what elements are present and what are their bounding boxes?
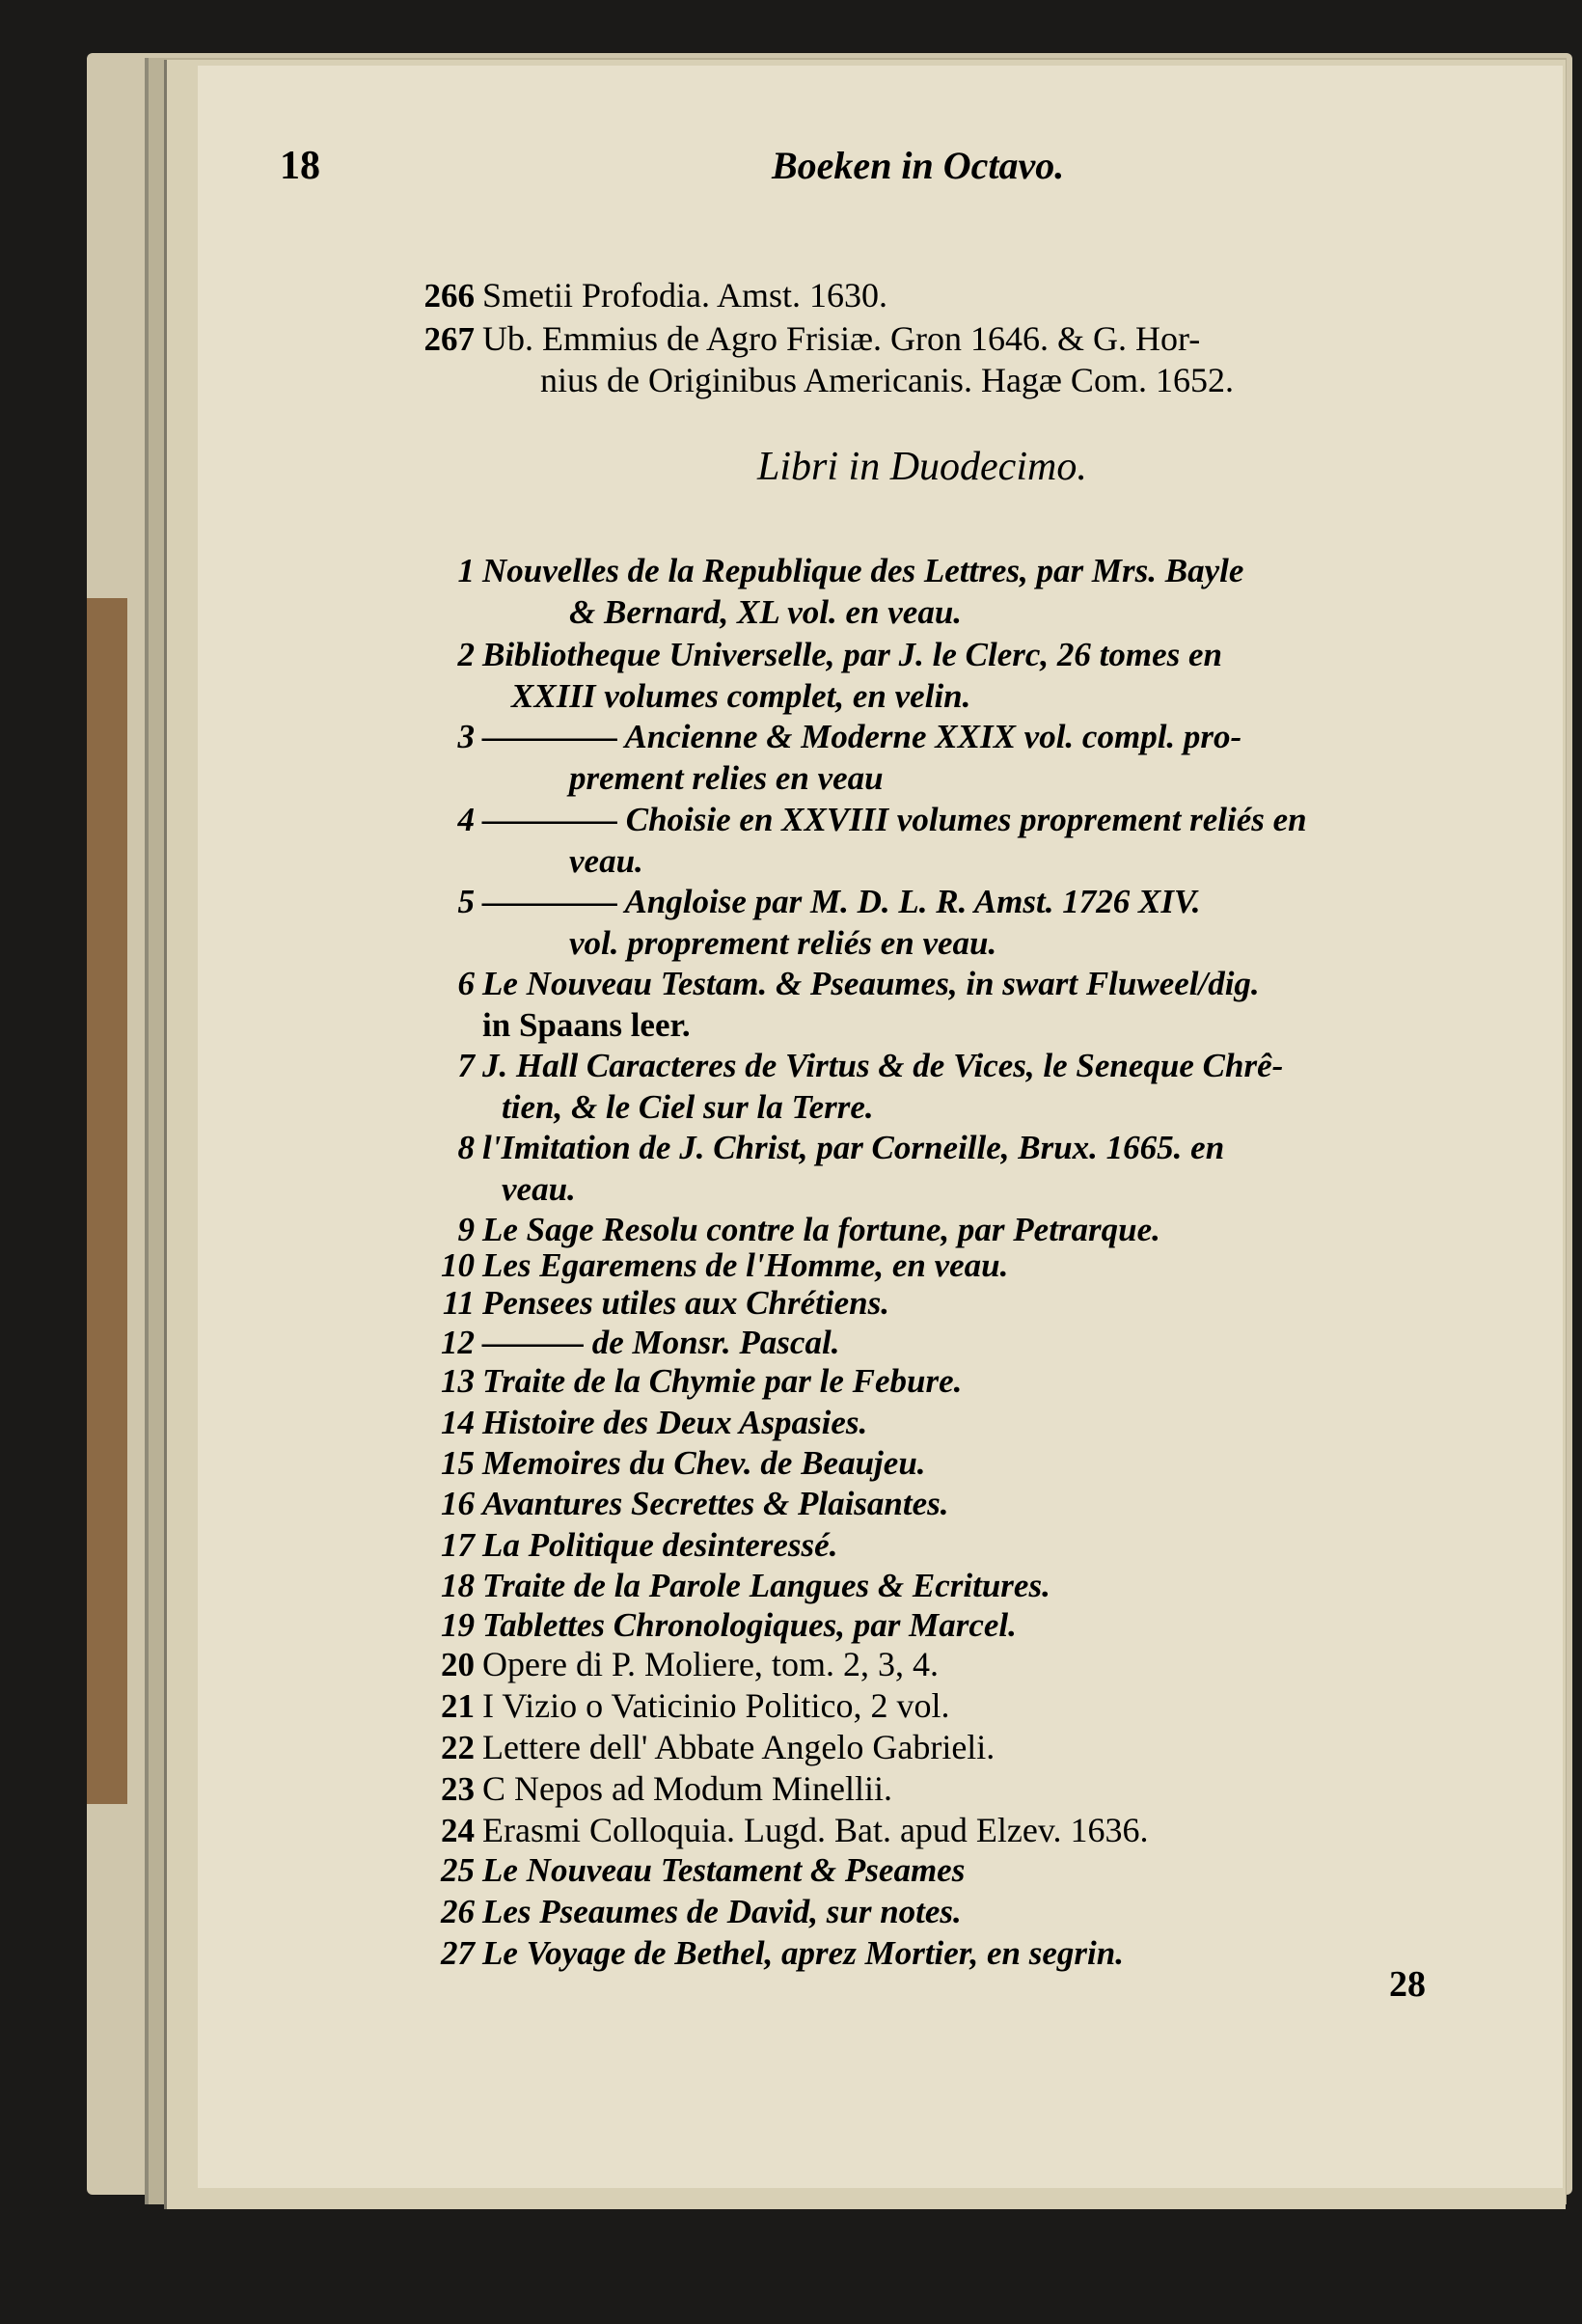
entry-text: ——— de Monsr. Pascal. (482, 1324, 840, 1361)
entry-number: 24 (441, 1812, 475, 1849)
entry-text: Erasmi Colloquia. Lugd. Bat. apud Elzev. 1636. (482, 1811, 1149, 1849)
list-item (423, 275, 1447, 316)
entry-number: 23 (441, 1770, 475, 1808)
entry-text: Pensees utiles aux Chrétiens. (482, 1284, 889, 1322)
entry-text: Ub. Emmius de Agro Frisiæ. Gron 1646. & G. Hor- (482, 319, 1201, 358)
entry-text: La Politique desinteressé. (482, 1526, 838, 1564)
entry-continuation: vol. proprement reliés en veau. (569, 924, 997, 962)
list-item (441, 1685, 1447, 1727)
page-number: 18 (280, 144, 320, 188)
entry-number: 2 (457, 636, 475, 673)
entry-text: l'Imitation de J. Christ, par Corneille, Brux. 1665. en (482, 1129, 1225, 1166)
entry-number: 16 (441, 1485, 475, 1522)
entry-number: 9 (457, 1211, 475, 1248)
entry-text: Histoire des Deux Aspasies. (482, 1404, 868, 1441)
entry-number: 15 (441, 1444, 475, 1482)
entry-continuation: in Spaans leer. (482, 1006, 691, 1044)
entry-text: ———— Angloise par M. D. L. R. Amst. 1726 XIV. (482, 883, 1201, 920)
entry-number: 267 (423, 320, 475, 358)
entry-text: I Vizio o Vaticinio Politico, 2 vol. (482, 1686, 950, 1725)
list-item (441, 1524, 1447, 1566)
entry-number: 10 (441, 1246, 475, 1284)
list-item (441, 1644, 1447, 1685)
list-item (457, 1045, 1447, 1128)
entry-continuation: nius de Originibus Americanis. Hagæ Com. 1652. (540, 361, 1234, 399)
entry-number: 19 (441, 1606, 475, 1644)
list-item (441, 1565, 1447, 1606)
entry-text: Le Voyage de Bethel, aprez Mortier, en segrin. (482, 1934, 1124, 1972)
entry-text: J. Hall Caracteres de Virtus & de Vices, le Seneque Chrê- (482, 1047, 1284, 1084)
section-title: Libri in Duodecimo. (757, 445, 1087, 489)
entry-number: 12 (441, 1324, 475, 1361)
entry-text: Nouvelles de la Republique des Lettres, par Mrs. Bayle (482, 552, 1244, 589)
entry-text: Avantures Secrettes & Plaisantes. (482, 1485, 949, 1522)
entry-text: Memoires du Chev. de Beaujeu. (482, 1444, 926, 1482)
list-item (457, 963, 1447, 1046)
entry-text: Tablettes Chronologiques, par Marcel. (482, 1606, 1017, 1644)
entry-number: 7 (457, 1047, 475, 1084)
list-item (441, 1849, 1447, 1891)
list-item (457, 550, 1447, 633)
list-item (457, 1127, 1447, 1210)
entry-text: Le Nouveau Testam. & Pseaumes, in swart Fluweel/dig. (482, 965, 1260, 1002)
entry-text: Le Sage Resolu contre la fortune, par Petrarque. (482, 1211, 1160, 1248)
list-item (441, 1322, 1447, 1363)
list-item (441, 1402, 1447, 1443)
entry-continuation: prement relies en veau (569, 759, 884, 797)
entry-number: 17 (441, 1526, 475, 1564)
entry-number: 20 (441, 1646, 475, 1683)
list-item (441, 1810, 1447, 1851)
entry-number: 4 (457, 801, 475, 838)
entry-text: Opere di P. Moliere, tom. 2, 3, 4. (482, 1645, 939, 1683)
list-item (442, 1282, 1447, 1324)
entry-text: Les Egaremens de l'Homme, en veau. (482, 1246, 1009, 1284)
entry-continuation: XXIII volumes complet, en velin. (511, 677, 971, 715)
list-item (441, 1244, 1447, 1286)
list-item (441, 1442, 1447, 1484)
entry-number: 266 (423, 277, 475, 314)
catchword: 28 (1389, 1964, 1426, 2005)
list-item (441, 1727, 1447, 1768)
entry-continuation: & Bernard, XL vol. en veau. (569, 593, 963, 631)
entry-text: ———— Choisie en XXVIII volumes proprement reliés en (482, 801, 1307, 838)
entry-number: 1 (457, 552, 475, 589)
entry-number: 8 (457, 1129, 475, 1166)
entry-number: 14 (441, 1404, 475, 1441)
entry-number: 25 (441, 1851, 475, 1889)
entry-continuation: veau. (569, 842, 643, 880)
entry-text: Le Nouveau Testament & Pseames (482, 1851, 966, 1889)
list-item (457, 634, 1447, 717)
entry-number: 3 (457, 718, 475, 755)
entry-text: C Nepos ad Modum Minellii. (482, 1769, 892, 1808)
entry-text: Les Pseaumes de David, sur notes. (482, 1893, 962, 1930)
list-item (457, 716, 1447, 799)
list-item (457, 881, 1447, 964)
running-title: Boeken in Octavo. (772, 144, 1065, 187)
entry-number: 21 (441, 1687, 475, 1725)
entry-number: 22 (441, 1729, 475, 1766)
list-item (441, 1891, 1447, 1932)
entry-number: 26 (441, 1893, 475, 1930)
entry-text: Traite de la Parole Langues & Ecritures. (482, 1567, 1050, 1604)
list-item (441, 1768, 1447, 1810)
entry-number: 13 (441, 1362, 475, 1400)
list-item (441, 1360, 1447, 1402)
list-item (441, 1932, 1447, 1974)
entry-text: Traite de la Chymie par le Febure. (482, 1362, 963, 1400)
list-item (441, 1483, 1447, 1524)
entry-text: Lettere dell' Abbate Angelo Gabrieli. (482, 1728, 996, 1766)
entry-number: 27 (441, 1934, 475, 1972)
entry-number: 5 (457, 883, 475, 920)
list-item (423, 318, 1447, 401)
entry-number: 18 (441, 1567, 475, 1604)
entry-number: 11 (442, 1284, 475, 1322)
list-item (441, 1604, 1447, 1646)
entry-text: Bibliotheque Universelle, par J. le Clerc, 26 tomes en (482, 636, 1223, 673)
entry-continuation: veau. (502, 1170, 576, 1208)
entry-continuation: tien, & le Ciel sur la Terre. (502, 1088, 874, 1126)
entry-number: 6 (457, 965, 475, 1002)
spine-stripe (87, 598, 127, 1804)
entry-text: ———— Ancienne & Moderne XXIX vol. compl. pro- (482, 718, 1242, 755)
entry-text: Smetii Profodia. Amst. 1630. (482, 276, 888, 314)
list-item (457, 799, 1447, 882)
